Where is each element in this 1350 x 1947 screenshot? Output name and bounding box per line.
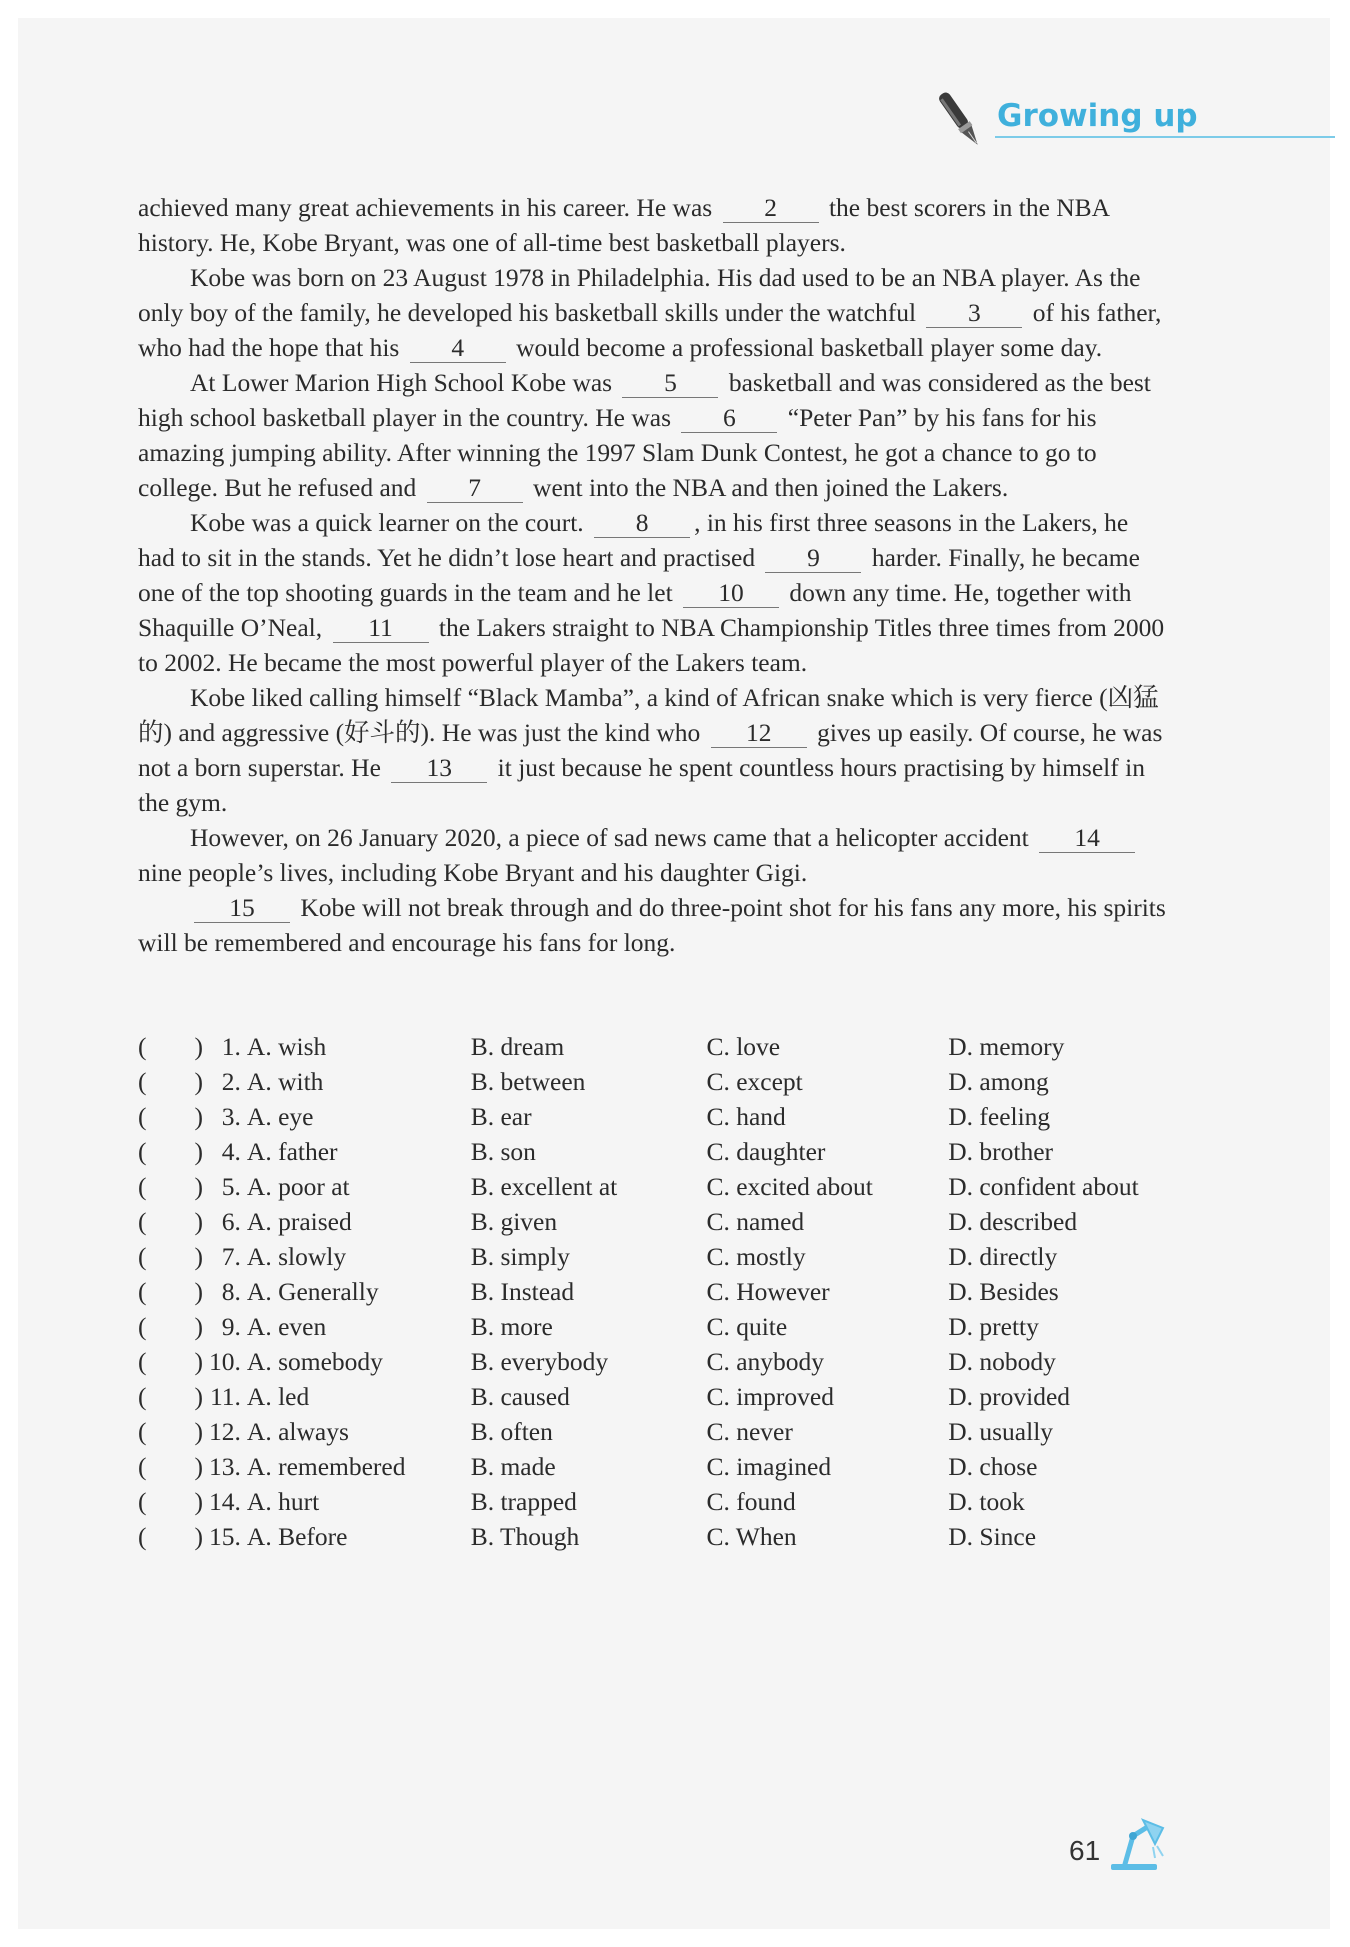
paragraph-text: At Lower Marion High School Kobe was bbox=[190, 368, 613, 397]
option-a: A. always bbox=[246, 1417, 349, 1446]
option-d: D. usually bbox=[948, 1417, 1054, 1446]
option-c: C. named bbox=[706, 1207, 805, 1236]
option-b: B. caused bbox=[470, 1382, 570, 1411]
paragraph-text: it just because he spent countless hours practising by himself in the gym. bbox=[138, 753, 1145, 817]
question-number: 1. bbox=[221, 1032, 241, 1061]
question-number: 10. bbox=[209, 1347, 241, 1376]
paragraph-text: the Lakers straight to NBA Championship Titles three times from 2000 to 2002. He became the most powerful player of the Lakers team. bbox=[138, 613, 1165, 677]
question-number: 2. bbox=[221, 1067, 241, 1096]
paragraph-text: achieved many great achievements in his career. He was bbox=[138, 193, 713, 222]
question-number: 7. bbox=[221, 1242, 241, 1271]
option-b: B. everybody bbox=[470, 1347, 609, 1376]
option-c: C. daughter bbox=[706, 1137, 826, 1166]
question-number: 8. bbox=[221, 1277, 241, 1306]
option-d: D. chose bbox=[948, 1452, 1038, 1481]
paragraph-text: Kobe was a quick learner on the court. bbox=[190, 508, 584, 537]
option-d: D. Since bbox=[948, 1522, 1037, 1551]
question-number: 9. bbox=[221, 1312, 241, 1341]
question-row-13 bbox=[138, 1449, 1178, 1484]
paragraph-text: nine people’s lives, including Kobe Bryant and his daughter Gigi. bbox=[138, 858, 808, 887]
question-row-12 bbox=[138, 1414, 1178, 1449]
question-row-4 bbox=[138, 1134, 1178, 1169]
option-b: B. between bbox=[470, 1067, 586, 1096]
option-d: D. feeling bbox=[948, 1102, 1051, 1131]
question-row-2 bbox=[138, 1064, 1178, 1099]
blank-15: 15 bbox=[194, 894, 290, 923]
option-a: A. led bbox=[246, 1382, 310, 1411]
blank-5: 5 bbox=[622, 369, 718, 398]
question-number: 14. bbox=[209, 1487, 241, 1516]
paragraph-text: However, on 26 January 2020, a piece of sad news came that a helicopter accident bbox=[190, 823, 1029, 852]
option-b: B. son bbox=[470, 1137, 536, 1166]
paragraph-text: “Peter Pan” by his fans for his amazing jumping ability. After winning the 1997 Slam Dunk Contest, he got a chance to go to college. But he refused and bbox=[138, 403, 1097, 502]
option-b: B. often bbox=[470, 1417, 553, 1446]
option-a: A. poor at bbox=[246, 1172, 350, 1201]
paragraph-text: down any time. He, together with Shaquille O’Neal, bbox=[138, 578, 1132, 642]
option-d: D. confident about bbox=[948, 1172, 1139, 1201]
option-b: B. Instead bbox=[470, 1277, 575, 1306]
blank-6: 6 bbox=[681, 404, 777, 433]
question-number: 6. bbox=[221, 1207, 241, 1236]
blank-4: 4 bbox=[410, 334, 506, 363]
blank-10: 10 bbox=[683, 579, 779, 608]
option-c: C. hand bbox=[706, 1102, 786, 1131]
page-number: 61 bbox=[1069, 1835, 1101, 1866]
answer-bracket[interactable]: ( ) bbox=[138, 1137, 203, 1166]
paragraph-text: of his father, who had the hope that his bbox=[138, 298, 1162, 362]
paragraph-1 bbox=[138, 190, 1168, 260]
blank-11: 11 bbox=[333, 614, 429, 643]
question-number: 13. bbox=[209, 1452, 241, 1481]
question-row-15 bbox=[138, 1519, 1178, 1554]
header-divider bbox=[995, 136, 1335, 138]
answer-options bbox=[138, 1029, 1178, 1554]
option-a: A. Generally bbox=[246, 1277, 379, 1306]
section-title: Growing up bbox=[997, 98, 1198, 134]
paragraph-text: gives up easily. Of course, he was not a born superstar. He bbox=[138, 718, 1163, 782]
option-d: D. memory bbox=[948, 1032, 1065, 1061]
option-a: A. remembered bbox=[246, 1452, 406, 1481]
answer-bracket[interactable]: ( ) bbox=[138, 1102, 203, 1131]
paragraph-text: harder. Finally, he became one of the top shooting guards in the team and he let bbox=[138, 543, 1140, 607]
paragraph-4 bbox=[138, 505, 1168, 680]
option-c: C. quite bbox=[706, 1312, 788, 1341]
paragraph-3 bbox=[138, 365, 1168, 505]
option-a: A. even bbox=[246, 1312, 327, 1341]
question-number: 15. bbox=[209, 1522, 241, 1551]
answer-bracket[interactable]: ( ) bbox=[138, 1452, 203, 1481]
answer-bracket[interactable]: ( ) bbox=[138, 1277, 203, 1306]
option-a: A. with bbox=[246, 1067, 324, 1096]
paragraph-text: , in his first three seasons in the Lakers, he had to sit in the stands. Yet he didn’t lose heart and practised bbox=[138, 508, 1129, 572]
paragraph-text: the best scorers in the NBA history. He, Kobe Bryant, was one of all-time best basketball players. bbox=[138, 193, 1109, 257]
option-a: A. slowly bbox=[246, 1242, 347, 1271]
option-a: A. hurt bbox=[246, 1487, 320, 1516]
blank-8: 8 bbox=[594, 509, 690, 538]
answer-bracket[interactable]: ( ) bbox=[138, 1522, 203, 1551]
option-a: A. wish bbox=[246, 1032, 327, 1061]
question-number: 5. bbox=[221, 1172, 241, 1201]
option-d: D. directly bbox=[948, 1242, 1058, 1271]
option-b: B. simply bbox=[470, 1242, 570, 1271]
option-b: B. given bbox=[470, 1207, 558, 1236]
question-row-11 bbox=[138, 1379, 1178, 1414]
option-c: C. improved bbox=[706, 1382, 834, 1411]
blank-14: 14 bbox=[1039, 824, 1135, 853]
option-d: D. described bbox=[948, 1207, 1078, 1236]
answer-bracket[interactable]: ( ) bbox=[138, 1382, 203, 1411]
blank-2: 2 bbox=[723, 194, 819, 223]
option-b: B. ear bbox=[470, 1102, 532, 1131]
question-row-8 bbox=[138, 1274, 1178, 1309]
question-number: 3. bbox=[221, 1102, 241, 1131]
answer-bracket[interactable]: ( ) bbox=[138, 1312, 203, 1341]
fountain-pen-icon bbox=[935, 86, 987, 156]
answer-bracket[interactable]: ( ) bbox=[138, 1417, 203, 1446]
blank-9: 9 bbox=[765, 544, 861, 573]
paragraph-text: went into the NBA and then joined the Lakers. bbox=[533, 473, 1009, 502]
blank-13: 13 bbox=[391, 754, 487, 783]
paragraph-text: Kobe liked calling himself “Black Mamba”, a kind of African snake which is very fierce (凶猛的) and aggressive (好斗的). He was just the kind who bbox=[138, 683, 1159, 747]
cloze-passage bbox=[138, 190, 1168, 960]
question-row-10 bbox=[138, 1344, 1178, 1379]
blank-7: 7 bbox=[427, 474, 523, 503]
paragraph-2 bbox=[138, 260, 1168, 365]
option-d: D. provided bbox=[948, 1382, 1071, 1411]
question-row-3 bbox=[138, 1099, 1178, 1134]
paragraph-text: would become a professional basketball player some day. bbox=[516, 333, 1103, 362]
option-a: A. eye bbox=[246, 1102, 314, 1131]
paragraph-7 bbox=[138, 890, 1168, 960]
answer-bracket[interactable]: ( ) bbox=[138, 1207, 203, 1236]
option-c: C. except bbox=[706, 1067, 803, 1096]
answer-bracket[interactable]: ( ) bbox=[138, 1347, 203, 1376]
option-c: C. never bbox=[706, 1417, 793, 1446]
option-d: D. took bbox=[948, 1487, 1025, 1516]
question-row-6 bbox=[138, 1204, 1178, 1239]
option-c: C. excited about bbox=[706, 1172, 873, 1201]
option-c: C. mostly bbox=[706, 1242, 806, 1271]
answer-bracket[interactable]: ( ) bbox=[138, 1032, 203, 1061]
option-c: C. found bbox=[706, 1487, 796, 1516]
answer-bracket[interactable]: ( ) bbox=[138, 1067, 203, 1096]
option-c: C. anybody bbox=[706, 1347, 825, 1376]
option-a: A. Before bbox=[246, 1522, 348, 1551]
question-row-1 bbox=[138, 1029, 1178, 1064]
paragraph-text: basketball and was considered as the best high school basketball player in the country. He was bbox=[138, 368, 1151, 432]
question-number: 11. bbox=[209, 1382, 241, 1411]
option-c: C. imagined bbox=[706, 1452, 832, 1481]
question-number: 12. bbox=[209, 1417, 241, 1446]
desk-lamp-icon bbox=[1105, 1814, 1169, 1872]
option-a: A. somebody bbox=[246, 1347, 383, 1376]
answer-bracket[interactable]: ( ) bbox=[138, 1487, 203, 1516]
option-c: C. When bbox=[706, 1522, 797, 1551]
question-row-9 bbox=[138, 1309, 1178, 1344]
blank-12: 12 bbox=[711, 719, 807, 748]
blank-3: 3 bbox=[926, 299, 1022, 328]
paragraph-text: Kobe will not break through and do three-point shot for his fans any more, his spirits will be remembered and encourage his fans for long. bbox=[138, 893, 1166, 957]
option-b: B. more bbox=[470, 1312, 553, 1341]
paragraph-5 bbox=[138, 680, 1168, 820]
section-header bbox=[935, 86, 1340, 156]
option-a: A. father bbox=[246, 1137, 338, 1166]
option-d: D. among bbox=[948, 1067, 1049, 1096]
option-d: D. brother bbox=[948, 1137, 1054, 1166]
option-d: D. Besides bbox=[948, 1277, 1059, 1306]
question-row-5 bbox=[138, 1169, 1178, 1204]
option-b: B. trapped bbox=[470, 1487, 577, 1516]
option-a: A. praised bbox=[246, 1207, 352, 1236]
option-d: D. pretty bbox=[948, 1312, 1039, 1341]
option-b: B. dream bbox=[470, 1032, 565, 1061]
option-d: D. nobody bbox=[948, 1347, 1056, 1376]
option-c: C. However bbox=[706, 1277, 830, 1306]
question-row-7 bbox=[138, 1239, 1178, 1274]
answer-bracket[interactable]: ( ) bbox=[138, 1172, 203, 1201]
paragraph-6 bbox=[138, 820, 1168, 890]
option-b: B. made bbox=[470, 1452, 556, 1481]
question-number: 4. bbox=[221, 1137, 241, 1166]
answer-bracket[interactable]: ( ) bbox=[138, 1242, 203, 1271]
paragraph-text: Kobe was born on 23 August 1978 in Philadelphia. His dad used to be an NBA player. As the only boy of the family, he developed his basketball skills under the watchful bbox=[138, 263, 1141, 327]
option-b: B. Though bbox=[470, 1522, 580, 1551]
question-row-14 bbox=[138, 1484, 1178, 1519]
option-c: C. love bbox=[706, 1032, 781, 1061]
option-b: B. excellent at bbox=[470, 1172, 618, 1201]
